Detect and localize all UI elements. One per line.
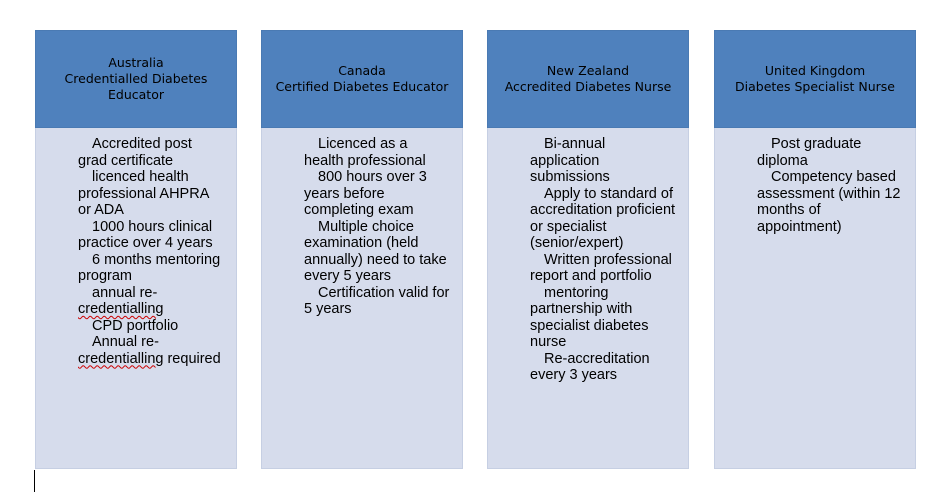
list-item: Written professional report and portfolio (530, 251, 672, 284)
list-item: Multiple choice examination (held annually) need to take every 5 years (304, 218, 447, 284)
list-item: Licenced as a health professional (304, 136, 426, 169)
role-label: Certified Diabetes Educator (275, 79, 449, 94)
list-item: CPD portfolio (92, 317, 179, 334)
column-header (714, 30, 916, 128)
country-label: Canada (338, 63, 386, 78)
column-body (35, 128, 237, 469)
column-header (487, 30, 689, 128)
list-item: 6 months mentoring program (78, 251, 221, 284)
list-item: Accredited post grad certificate (78, 136, 192, 169)
list-item: licenced health professional AHPRA or ADA (78, 169, 209, 218)
list-item (78, 285, 224, 318)
requirements-list (757, 136, 903, 235)
item-text: required (163, 350, 221, 367)
column-new-zealand (487, 30, 689, 469)
requirements-list (530, 136, 676, 384)
column-body (261, 128, 463, 469)
column-header (261, 30, 463, 128)
list-item: 800 hours over 3 years before completing exam (304, 169, 427, 218)
column-body (714, 128, 916, 469)
column-australia (35, 30, 237, 469)
misspelled-word[interactable]: credentialling (78, 350, 164, 367)
list-item: mentoring partnership with specialist diabetes nurse (530, 284, 649, 350)
misspelled-word[interactable]: credentialling (78, 301, 164, 317)
requirements-list (304, 136, 450, 318)
text-cursor (34, 470, 35, 492)
item-text: Annual re- (92, 334, 159, 350)
list-item: Post graduate diploma (757, 136, 862, 169)
column-body (487, 128, 689, 469)
role-label: Accredited Diabetes Nurse (504, 79, 672, 94)
country-label: United Kingdom (764, 63, 866, 78)
list-item: Apply to standard of accreditation proficient or specialist (senior/expert) (530, 185, 676, 251)
column-header (35, 30, 237, 128)
list-item: Competency based assessment (within 12 months of appointment) (757, 169, 901, 235)
list-item (78, 334, 224, 367)
list-item: Certification valid for 5 years (304, 284, 450, 317)
role-label: Credentialled Diabetes Educator (64, 71, 208, 102)
list-item: Re-accreditation every 3 years (530, 350, 650, 383)
list-item: 1000 hours clinical practice over 4 years (78, 218, 213, 251)
country-label: Australia (108, 55, 164, 70)
country-label: New Zealand (546, 63, 630, 78)
item-text: annual re- (92, 284, 158, 301)
column-canada (261, 30, 463, 469)
column-united-kingdom (714, 30, 916, 469)
list-item: Bi-annual application submissions (530, 136, 610, 185)
role-label: Diabetes Specialist Nurse (735, 79, 895, 94)
requirements-list (78, 136, 224, 367)
